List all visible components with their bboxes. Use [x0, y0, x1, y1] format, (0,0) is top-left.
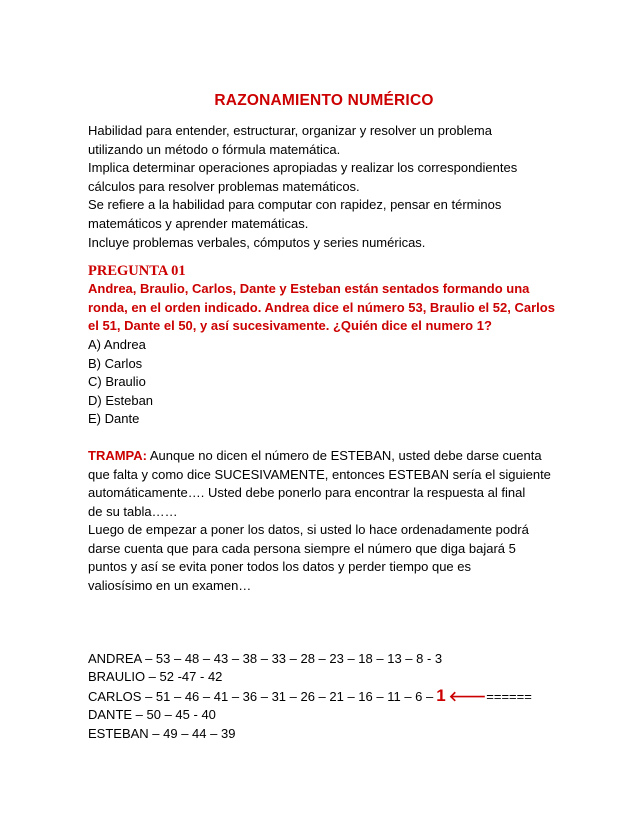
- trampa-line: automáticamente…. Usted debe ponerlo para encontrar la respuesta al final: [88, 485, 526, 501]
- option-c: C) Braulio: [88, 374, 146, 390]
- trampa-text: Aunque no dicen el número de ESTEBAN, usted debe darse cuenta: [146, 447, 542, 463]
- intro-line: Se refiere a la habilidad para computar con rapidez, pensar en términos: [88, 197, 502, 213]
- trampa-paragraph: [88, 447, 558, 596]
- answer-options: [88, 336, 558, 429]
- trampa-line: Luego de empezar a poner los datos, si usted lo hace ordenadamente podrá: [88, 522, 529, 538]
- sequence-carlos-equals: ======: [486, 688, 532, 704]
- intro-line: matemáticos y aprender matemáticas.: [88, 215, 309, 231]
- page-title: RAZONAMIENTO NUMÉRICO: [214, 92, 434, 109]
- option-b: B) Carlos: [88, 355, 143, 371]
- answer-highlight: 1: [436, 685, 446, 705]
- intro-paragraph: [88, 122, 558, 252]
- trampa-line: valiosísimo en un examen…: [88, 578, 252, 594]
- option-d: D) Esteban: [88, 392, 154, 408]
- trampa-label: TRAMPA:: [88, 447, 147, 463]
- sequence-carlos: [88, 687, 558, 707]
- sequence-braulio: BRAULIO – 52 -47 - 42: [88, 669, 223, 685]
- intro-line: utilizando un método o fórmula matemática.: [88, 141, 341, 157]
- trampa-line: de su tabla……: [88, 503, 178, 519]
- intro-line: Implica determinar operaciones apropiadas y realizar los correspondientes: [88, 160, 518, 176]
- question-line: ronda, en el orden indicado. Andrea dice el número 53, Braulio el 52, Carlos: [88, 299, 555, 315]
- document-page: [88, 92, 558, 744]
- intro-line: cálculos para resolver problemas matemáticos.: [88, 178, 360, 194]
- intro-line: Habilidad para entender, estructurar, organizar y resolver un problema: [88, 123, 492, 138]
- question-text: [88, 280, 558, 336]
- sequence-andrea: ANDREA – 53 – 48 – 43 – 38 – 33 – 28 – 23 – 18 – 13 – 8 - 3: [88, 650, 443, 666]
- option-a: A) Andrea: [88, 336, 146, 352]
- sequence-table: [88, 650, 558, 744]
- sequence-carlos-values: CARLOS – 51 – 46 – 41 – 36 – 31 – 26 – 21 – 16 – 11 – 6 –: [88, 688, 434, 704]
- question-line: Andrea, Braulio, Carlos, Dante y Esteban están sentados formando una: [88, 281, 530, 297]
- trampa-first-line: [88, 447, 558, 466]
- intro-line: Incluye problemas verbales, cómputos y series numéricas.: [88, 234, 426, 250]
- question-line: el 51, Dante el 50, y así sucesivamente. ¿Quién dice el numero 1?: [88, 318, 492, 334]
- sequence-esteban: ESTEBAN – 49 – 44 – 39: [88, 726, 236, 742]
- arrow-left-icon: 🡐: [448, 687, 487, 704]
- option-e: E) Dante: [88, 411, 140, 427]
- trampa-line: que falta y como dice SUCESIVAMENTE, entonces ESTEBAN sería el siguiente: [88, 466, 551, 482]
- trampa-line: puntos y así se evita poner todos los datos y perder tiempo que es: [88, 559, 472, 575]
- sequence-dante: DANTE – 50 – 45 - 40: [88, 707, 216, 723]
- question-heading: PREGUNTA 01: [88, 263, 186, 280]
- trampa-line: darse cuenta que para cada persona siempre el número que diga bajará 5: [88, 540, 516, 556]
